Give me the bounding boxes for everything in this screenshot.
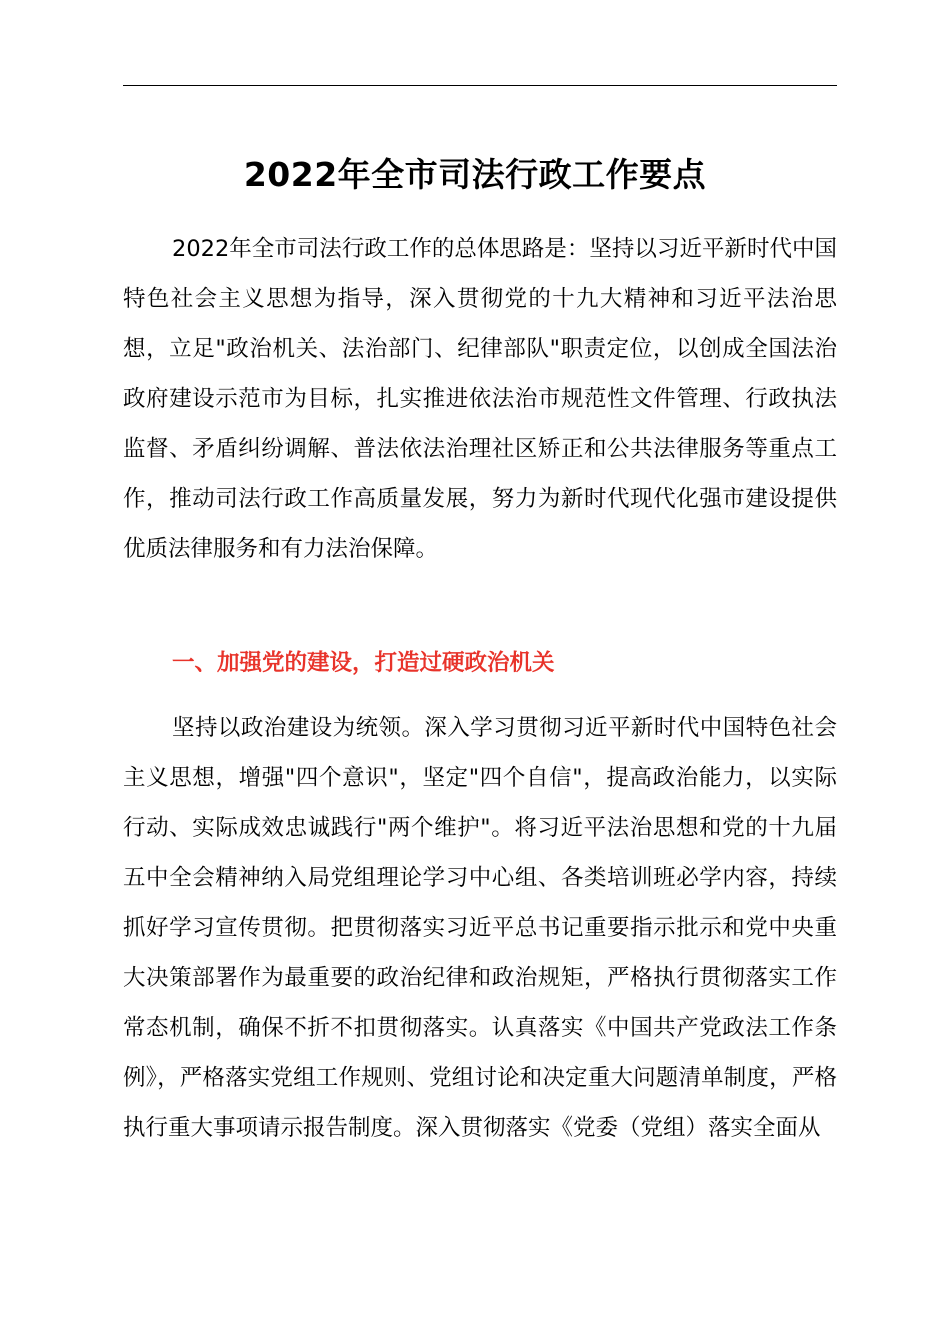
section-paragraph-1: 坚持以政治建设为统领。深入学习贯彻习近平新时代中国特色社会主义思想，增强"四个意识"，坚定"四个自信"，提高政治能力，以实际行动、实际成效忠诚践行"两个维护"。将习近平法治思想和党的十九届五中全会精神纳入局党组理论学习中心组、各类培训班必学内容，持续抓好学习宣传贯彻。把贯彻落实习近平总书记重要指示批示和党中央重大决策部署作为最重要的政治纪律和政治规矩，严格执行贯彻落实工作常态机制，确保不折不扣贯彻落实。认真落实《中国共产党政法工作条例》，严格落实党组工作规则、党组讨论和决定重大问题清单制度，严格执行重大事项请示报告制度。深入贯彻落实《党委（党组）落实全面从 (123, 715, 837, 1141)
section-heading-1: 一、加强党的建设，打造过硬政治机关 (172, 650, 555, 676)
header-rule (123, 85, 837, 86)
intro-paragraph: 2022年全市司法行政工作的总体思路是：坚持以习近平新时代中国特色社会主义思想为指导，深入贯彻党的十九大精神和习近平法治思想，立足"政治机关、法治部门、纪律部队"职责定位，以创成全国法治政府建设示范市为目标，扎实推进依法治市规范性文件管理、行政执法监督、矛盾纠纷调解、普法依法治理社区矫正和公共法律服务等重点工作，推动司法行政工作高质量发展，努力为新时代现代化强市建设提供优质法律服务和有力法治保障。 (123, 236, 837, 562)
document-title: 2022年全市司法行政工作要点 (243, 155, 707, 194)
